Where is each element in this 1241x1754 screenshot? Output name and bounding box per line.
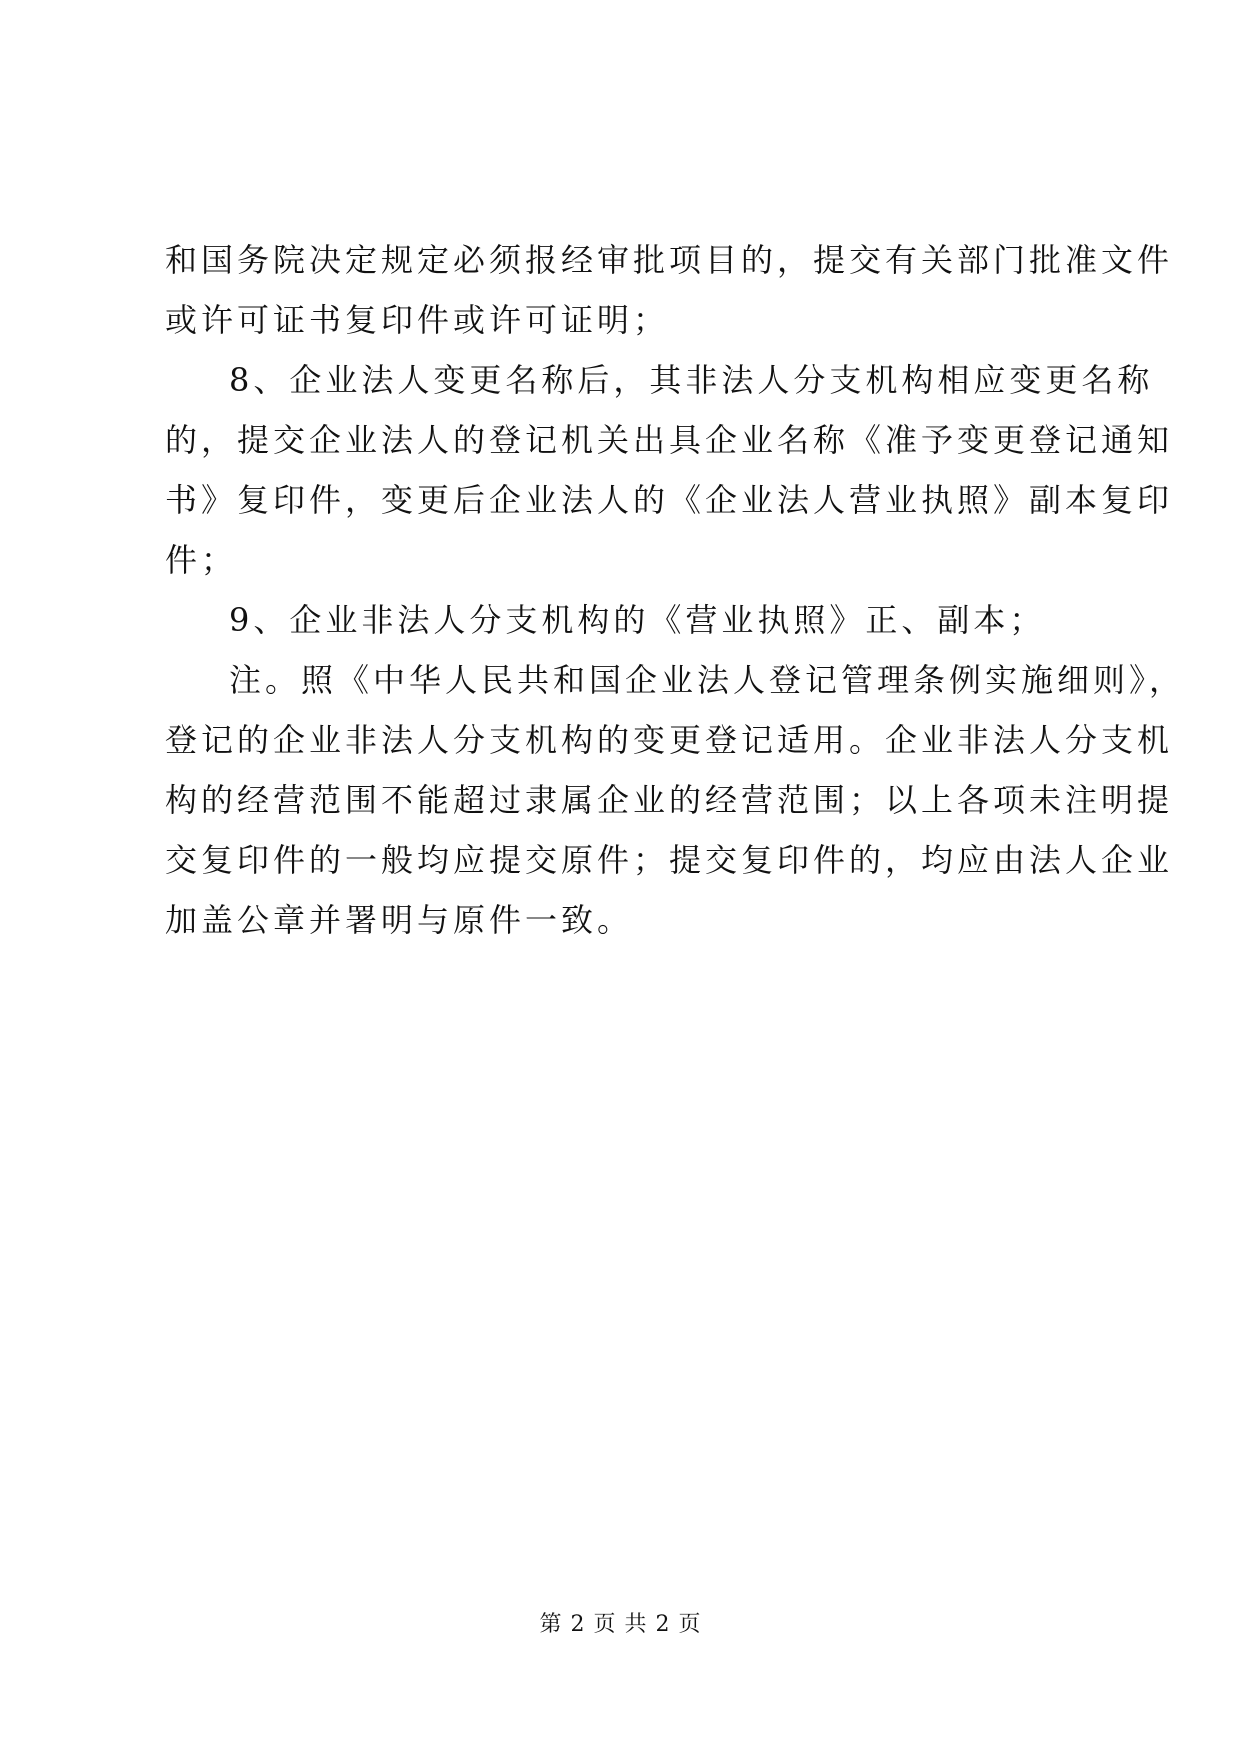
text-line: 注。照《中华人民共和国企业法人登记管理条例实施细则》，	[229, 661, 1186, 699]
paragraph-item-9	[165, 590, 1085, 650]
text-line: 或许可证书复印件或许可证明；	[165, 301, 670, 339]
text-line: 登记的企业非法人分支机构的变更登记适用。企业非法人分支机	[165, 721, 1174, 759]
page-footer	[0, 1610, 1241, 1640]
document-body	[165, 230, 1186, 950]
text-line: 书》复印件，变更后企业法人的《企业法人营业执照》副本复印	[165, 481, 1174, 519]
page-number-label: 第 2 页 共 2 页	[539, 1612, 702, 1637]
text-line: 构的经营范围不能超过隶属企业的经营范围；以上各项未注明提	[165, 781, 1174, 819]
paragraph-item-8	[165, 350, 1174, 590]
text-line: 交复印件的一般均应提交原件；提交复印件的，均应由法人企业	[165, 841, 1174, 879]
text-line: 8、企业法人变更名称后，其非法人分支机构相应变更名称	[229, 361, 1154, 399]
text-line: 加盖公章并署明与原件一致。	[165, 901, 634, 939]
text-line: 9、企业非法人分支机构的《营业执照》正、副本；	[229, 601, 1046, 639]
paragraph-continuation	[165, 230, 1174, 350]
text-line: 的，提交企业法人的登记机关出具企业名称《准予变更登记通知	[165, 421, 1174, 459]
text-line: 件；	[165, 541, 238, 579]
text-line: 和国务院决定规定必须报经审批项目的，提交有关部门批准文件	[165, 241, 1174, 279]
paragraph-note	[165, 650, 1186, 950]
